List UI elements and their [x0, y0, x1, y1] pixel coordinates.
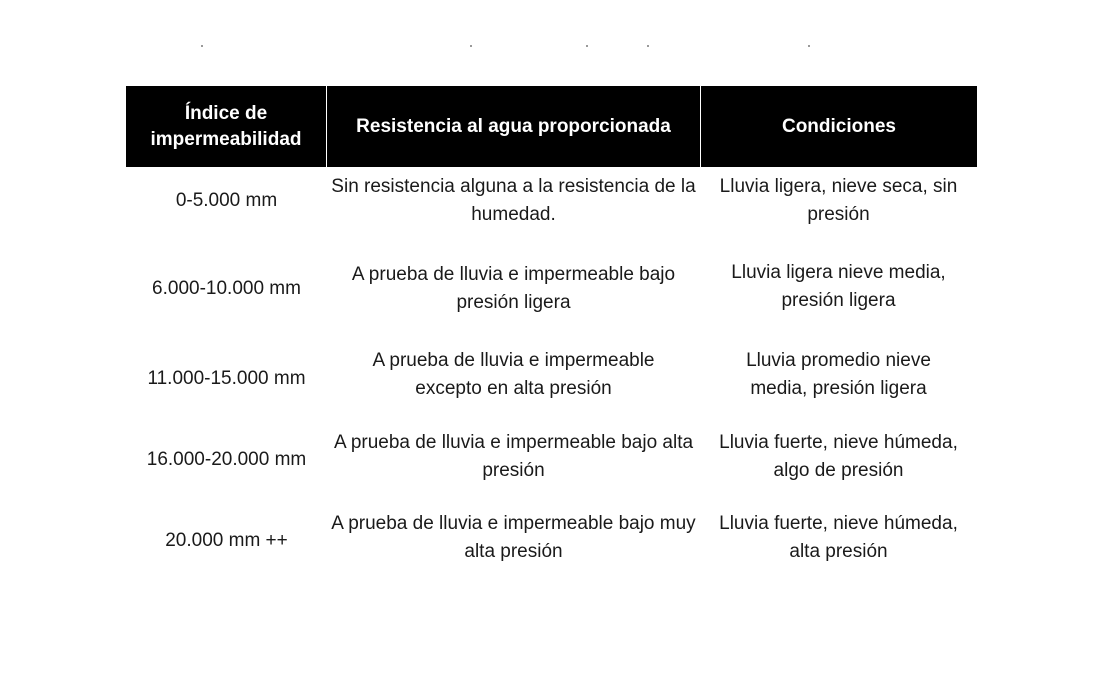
artifact-dot: [470, 45, 472, 47]
cell-resistencia: Sin resistencia alguna a la resistencia de la humedad.: [331, 176, 696, 225]
cell-indice: 6.000-10.000 mm: [152, 278, 301, 299]
table-header: [126, 86, 977, 167]
artifact-dot: [808, 45, 810, 47]
cell-resistencia: A prueba de lluvia e impermeable bajo alta presión: [333, 432, 694, 481]
cell-indice: 0-5.000 mm: [175, 190, 278, 211]
header-condiciones: Condiciones: [701, 86, 977, 167]
cell-resistencia: A prueba de lluvia e impermeable bajo muy alta presión: [331, 513, 696, 562]
artifact-dot: [647, 45, 649, 47]
header-resistencia: Resistencia al agua proporcionada: [327, 86, 700, 167]
waterproof-index-table: [126, 86, 977, 585]
table-row: [126, 342, 977, 424]
cell-resistencia: A prueba de lluvia e impermeable bajo presión ligera: [351, 264, 676, 313]
table-row: [126, 167, 977, 255]
artifact-dot: [201, 45, 203, 47]
cell-indice: 20.000 mm ++: [165, 530, 288, 551]
cell-resistencia: A prueba de lluvia e impermeable excepto en alta presión: [372, 350, 655, 399]
cell-condiciones: Lluvia fuerte, nieve húmeda, alta presión: [719, 513, 958, 562]
table-row: [126, 505, 977, 585]
cell-condiciones: Lluvia promedio nieve media, presión ligera: [746, 350, 931, 399]
header-indice: Índice de impermeabilidad: [126, 86, 326, 167]
cell-condiciones: Lluvia ligera, nieve seca, sin presión: [719, 176, 958, 225]
table-row: [126, 255, 977, 342]
cell-indice: 16.000-20.000 mm: [146, 449, 307, 470]
cell-condiciones: Lluvia fuerte, nieve húmeda, algo de presión: [719, 432, 958, 481]
table-row: [126, 424, 977, 505]
artifact-dot: [586, 45, 588, 47]
cell-condiciones: Lluvia ligera nieve media, presión ligera: [731, 262, 946, 311]
cell-indice: 11.000-15.000 mm: [147, 368, 306, 389]
